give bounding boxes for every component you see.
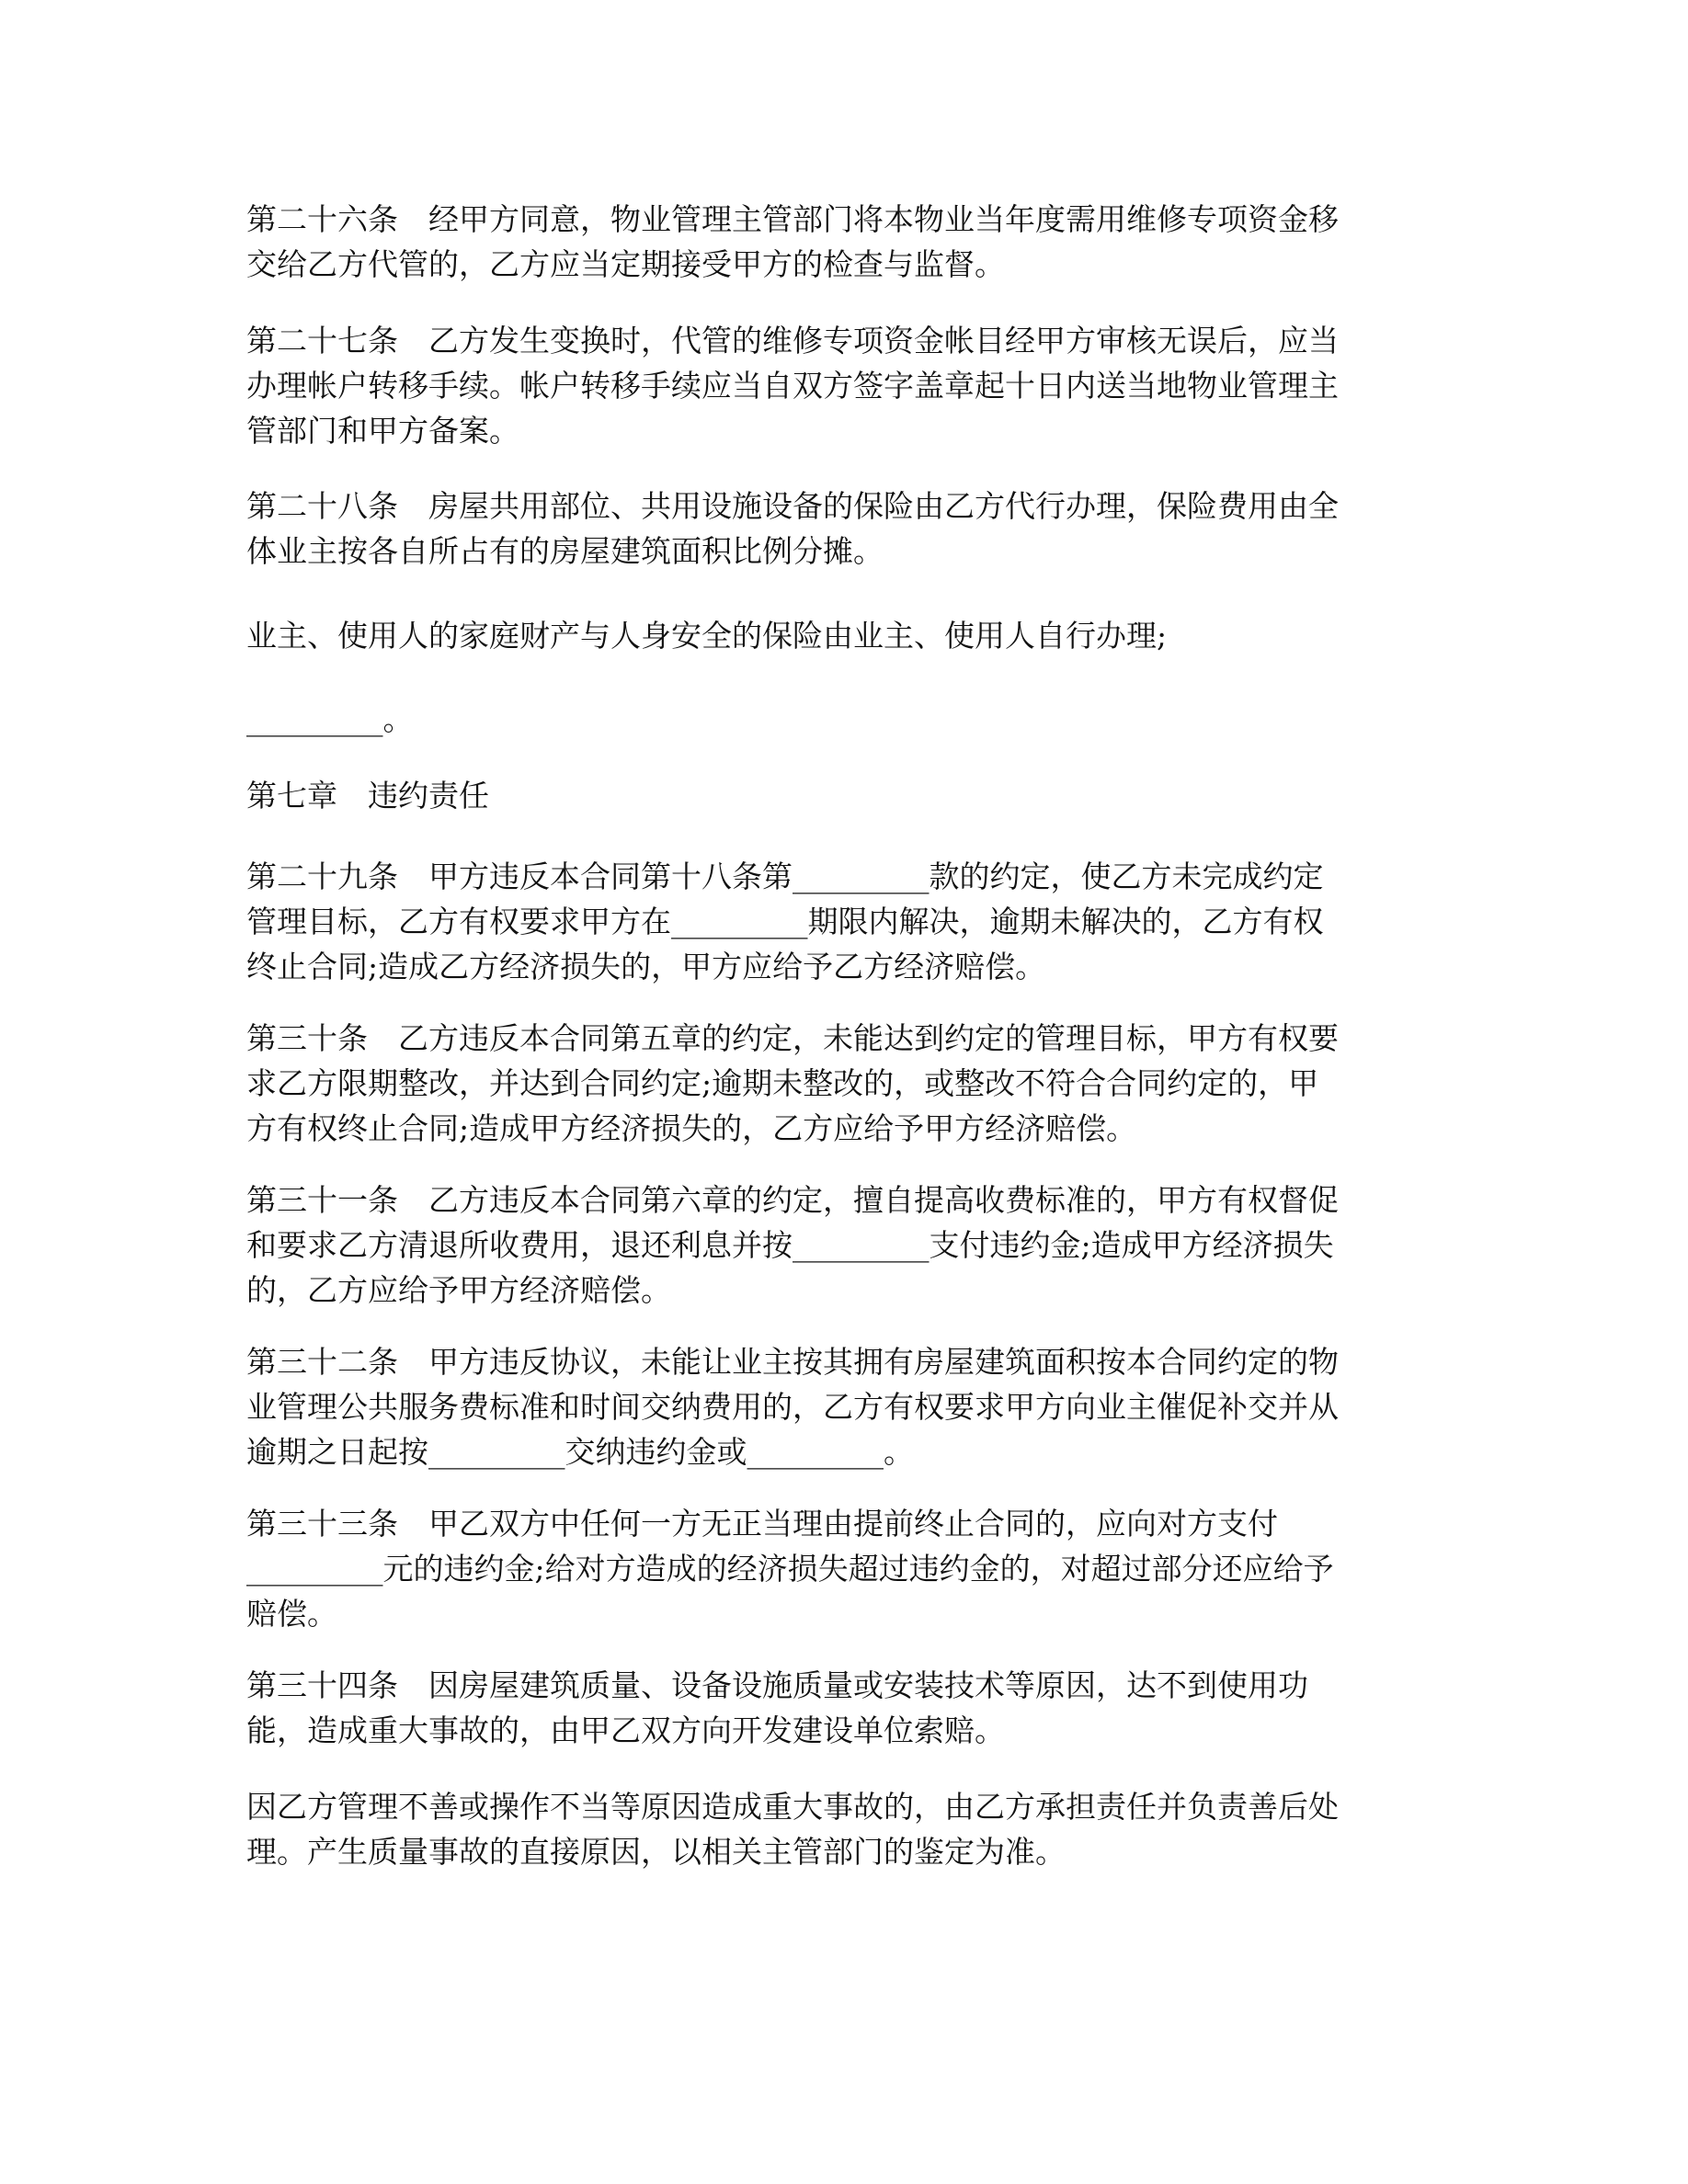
article-34 (246, 1663, 1442, 1753)
paragraph-line: 第二十六条 经甲方同意，物业管理主管部门将本物业当年度需用维修专项资金移 (246, 201, 1339, 237)
paragraph-line: 管部门和甲方备案。 (246, 413, 519, 449)
paragraph-line: 逾期之日起按_________交纳违约金或_________。 (246, 1434, 914, 1470)
paragraph-line: 第二十九条 甲方违反本合同第十八条第_________款的约定，使乙方未完成约定 (246, 859, 1324, 894)
paragraph-line: 体业主按各自所占有的房屋建筑面积比例分摊。 (246, 533, 884, 569)
paragraph-line: 业主、使用人的家庭财产与人身安全的保险由业主、使用人自行办理; (246, 618, 1168, 654)
article-27 (246, 318, 1442, 453)
paragraph-line: 的，乙方应给予甲方经济赔偿。 (246, 1272, 671, 1308)
paragraph-line: 第二十八条 房屋共用部位、共用设施设备的保险由乙方代行办理，保险费用由全 (246, 488, 1339, 524)
paragraph-line: 求乙方限期整改，并达到合同约定;逾期未整改的，或整改不符合合同约定的，甲 (246, 1065, 1319, 1101)
paragraph-line: 方有权终止合同;造成甲方经济损失的，乙方应给予甲方经济赔偿。 (246, 1110, 1137, 1146)
chapter-title: 第七章 违约责任 (246, 778, 489, 813)
chapter-7-heading (246, 773, 1442, 818)
blank-fill-line (246, 697, 1442, 742)
article-32 (246, 1339, 1442, 1474)
paragraph-line: 办理帐户转移手续。帐户转移手续应当自双方签字盖章起十日内送当地物业管理主 (246, 368, 1339, 404)
paragraph-line: 第三十三条 甲乙双方中任何一方无正当理由提前终止合同的，应向对方支付 (246, 1506, 1278, 1541)
article-33 (246, 1501, 1442, 1636)
paragraph-line: 交给乙方代管的，乙方应当定期接受甲方的检查与监督。 (246, 246, 1005, 282)
paragraph-line: 赔偿。 (246, 1596, 337, 1632)
article-34-liability-note (246, 1784, 1442, 1874)
paragraph-line: 第三十四条 因房屋建筑质量、设备设施质量或安装技术等原因，达不到使用功 (246, 1667, 1308, 1703)
paragraph-line: 管理目标，乙方有权要求甲方在_________期限内解决，逾期未解决的，乙方有权 (246, 904, 1324, 939)
paragraph-line: 和要求乙方清退所收费用，退还利息并按_________支付违约金;造成甲方经济损失 (246, 1227, 1334, 1263)
article-28-insurance-note (246, 613, 1442, 658)
article-29 (246, 854, 1442, 989)
article-28 (246, 483, 1442, 574)
paragraph-line: 能，造成重大事故的，由甲乙双方向开发建设单位索赔。 (246, 1712, 1005, 1748)
paragraph-line: 第三十一条 乙方违反本合同第六章的约定，擅自提高收费标准的，甲方有权督促 (246, 1182, 1339, 1218)
article-26 (246, 197, 1442, 287)
paragraph-line: 第三十条 乙方违反本合同第五章的约定，未能达到约定的管理目标，甲方有权要 (246, 1020, 1339, 1056)
article-31 (246, 1177, 1442, 1313)
paragraph-line: 理。产生质量事故的直接原因，以相关主管部门的鉴定为准。 (246, 1834, 1066, 1870)
paragraph-line: 第二十七条 乙方发生变换时，代管的维修专项资金帐目经甲方审核无误后，应当 (246, 323, 1339, 358)
paragraph-line: 第三十二条 甲方违反协议，未能让业主按其拥有房屋建筑面积按本合同约定的物 (246, 1344, 1339, 1380)
paragraph-line: 因乙方管理不善或操作不当等原因造成重大事故的，由乙方承担责任并负责善后处 (246, 1789, 1339, 1825)
paragraph-line: _________元的违约金;给对方造成的经济损失超过违约金的，对超过部分还应给予 (246, 1551, 1334, 1587)
paragraph-line: _________。 (246, 701, 414, 737)
paragraph-line: 业管理公共服务费标准和时间交纳费用的，乙方有权要求甲方向业主催促补交并从 (246, 1389, 1339, 1425)
paragraph-line: 终止合同;造成乙方经济损失的，甲方应给予乙方经济赔偿。 (246, 949, 1046, 984)
article-30 (246, 1016, 1442, 1151)
